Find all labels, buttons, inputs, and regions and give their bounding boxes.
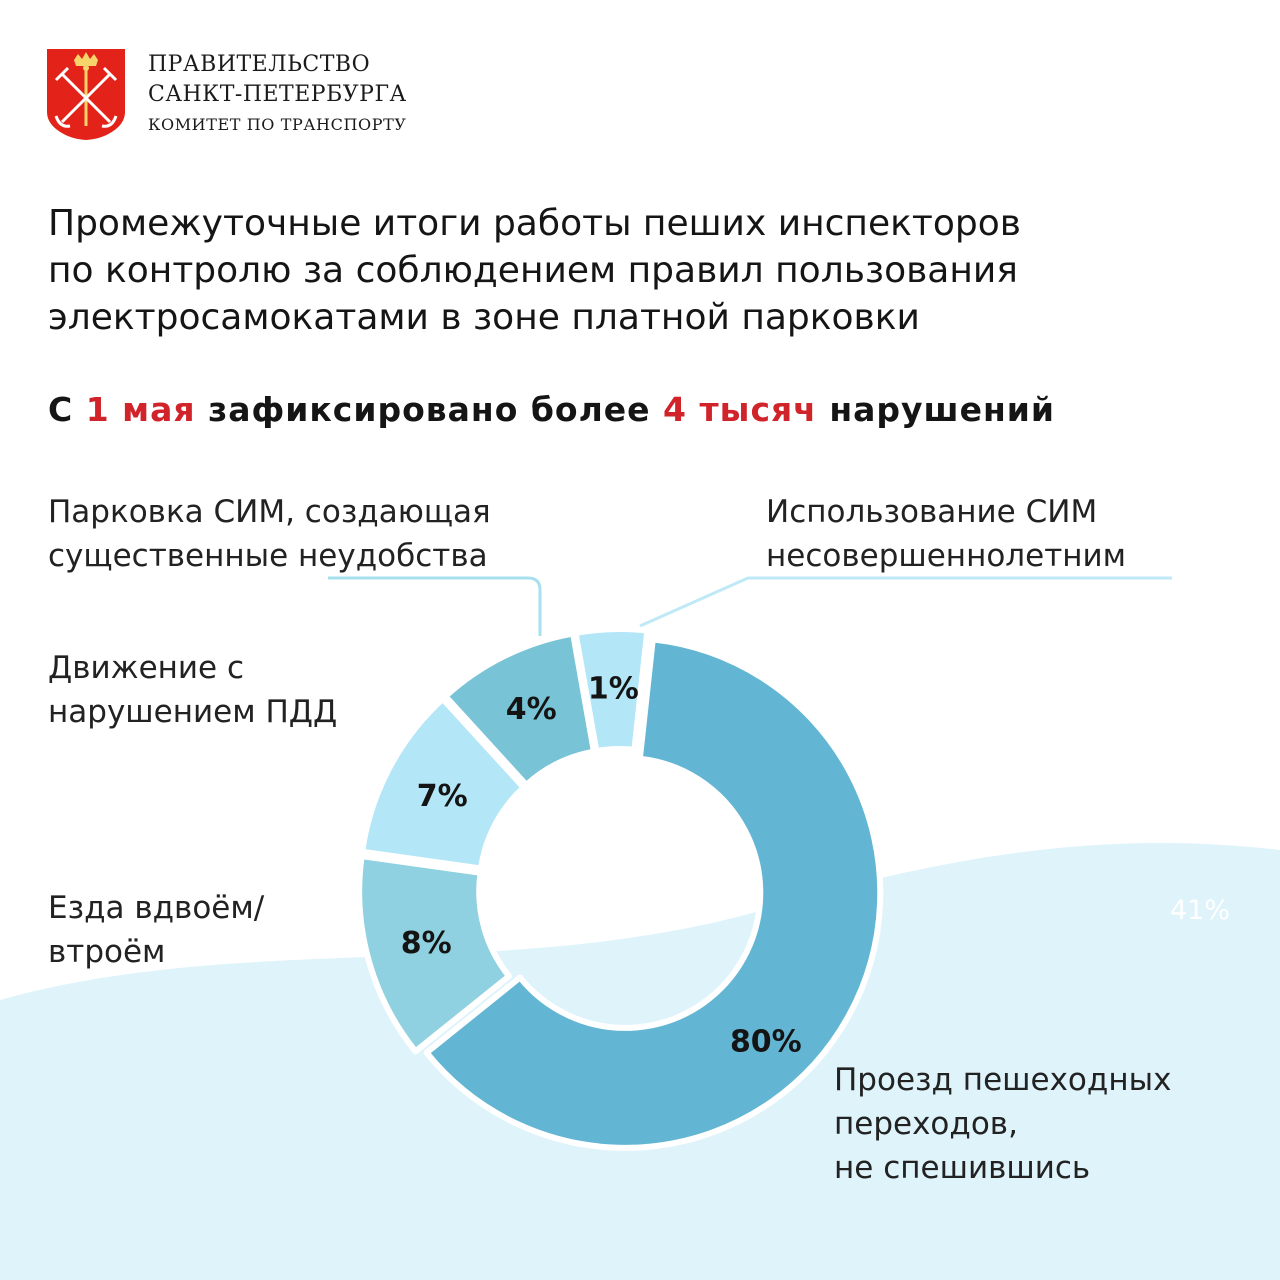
- category-label-traffic-rules: [48, 646, 337, 734]
- category-label-line: не спешившись: [834, 1150, 1091, 1186]
- value-label-minors: 1%: [587, 671, 639, 707]
- category-label-line: Движение с: [48, 650, 245, 686]
- org-line-3: КОМИТЕТ ПО ТРАНСПОРТУ: [148, 115, 407, 134]
- category-label-minors: [766, 490, 1126, 578]
- org-line-1: ПРАВИТЕЛЬСТВО: [148, 52, 371, 77]
- category-label-line: Езда вдвоём/: [48, 890, 265, 926]
- value-label-double-riding: 8%: [400, 925, 452, 961]
- category-label-line: нарушением ПДД: [48, 694, 338, 730]
- category-label-line: переходов,: [834, 1106, 1018, 1142]
- leader-line-parking: [328, 578, 540, 636]
- title-line-1: Промежуточные итоги работы пеших инспекторов: [48, 203, 1021, 244]
- background-value-label: 41%: [1170, 895, 1231, 926]
- category-label-line: втроём: [48, 934, 166, 970]
- category-label-line: Проезд пешеходных: [834, 1062, 1172, 1098]
- category-label-double-riding: [48, 886, 264, 974]
- value-label-parking: 4%: [505, 692, 557, 728]
- category-label-parking: [48, 490, 491, 578]
- category-label-crosswalks: [834, 1058, 1171, 1190]
- title-line-2: по контролю за соблюдением правил пользования: [48, 250, 1018, 291]
- subtitle-part-2: зафиксировано более: [195, 390, 664, 429]
- org-line-2: САНКТ-ПЕТЕРБУРГА: [148, 82, 407, 107]
- subtitle-accent-count: 4 тысяч: [663, 390, 817, 429]
- leader-line-minors: [640, 578, 1172, 626]
- subtitle-part-1: С: [48, 390, 86, 429]
- value-label-crosswalks: 80%: [729, 1024, 802, 1060]
- value-label-traffic-rules: 7%: [416, 778, 468, 814]
- leader-lines: [328, 578, 1172, 636]
- subtitle-accent-date: 1 мая: [85, 390, 196, 429]
- category-label-line: Парковка СИМ, создающая: [48, 494, 491, 530]
- subtitle-part-3: нарушений: [816, 390, 1056, 429]
- donut-slices: [359, 629, 880, 1148]
- title-line-3: электросамокатами в зоне платной парковки: [48, 297, 920, 338]
- category-label-line: Использование СИМ: [766, 494, 1098, 530]
- category-label-line: существенные неудобства: [48, 538, 488, 574]
- category-label-line: несовершеннолетним: [766, 538, 1127, 574]
